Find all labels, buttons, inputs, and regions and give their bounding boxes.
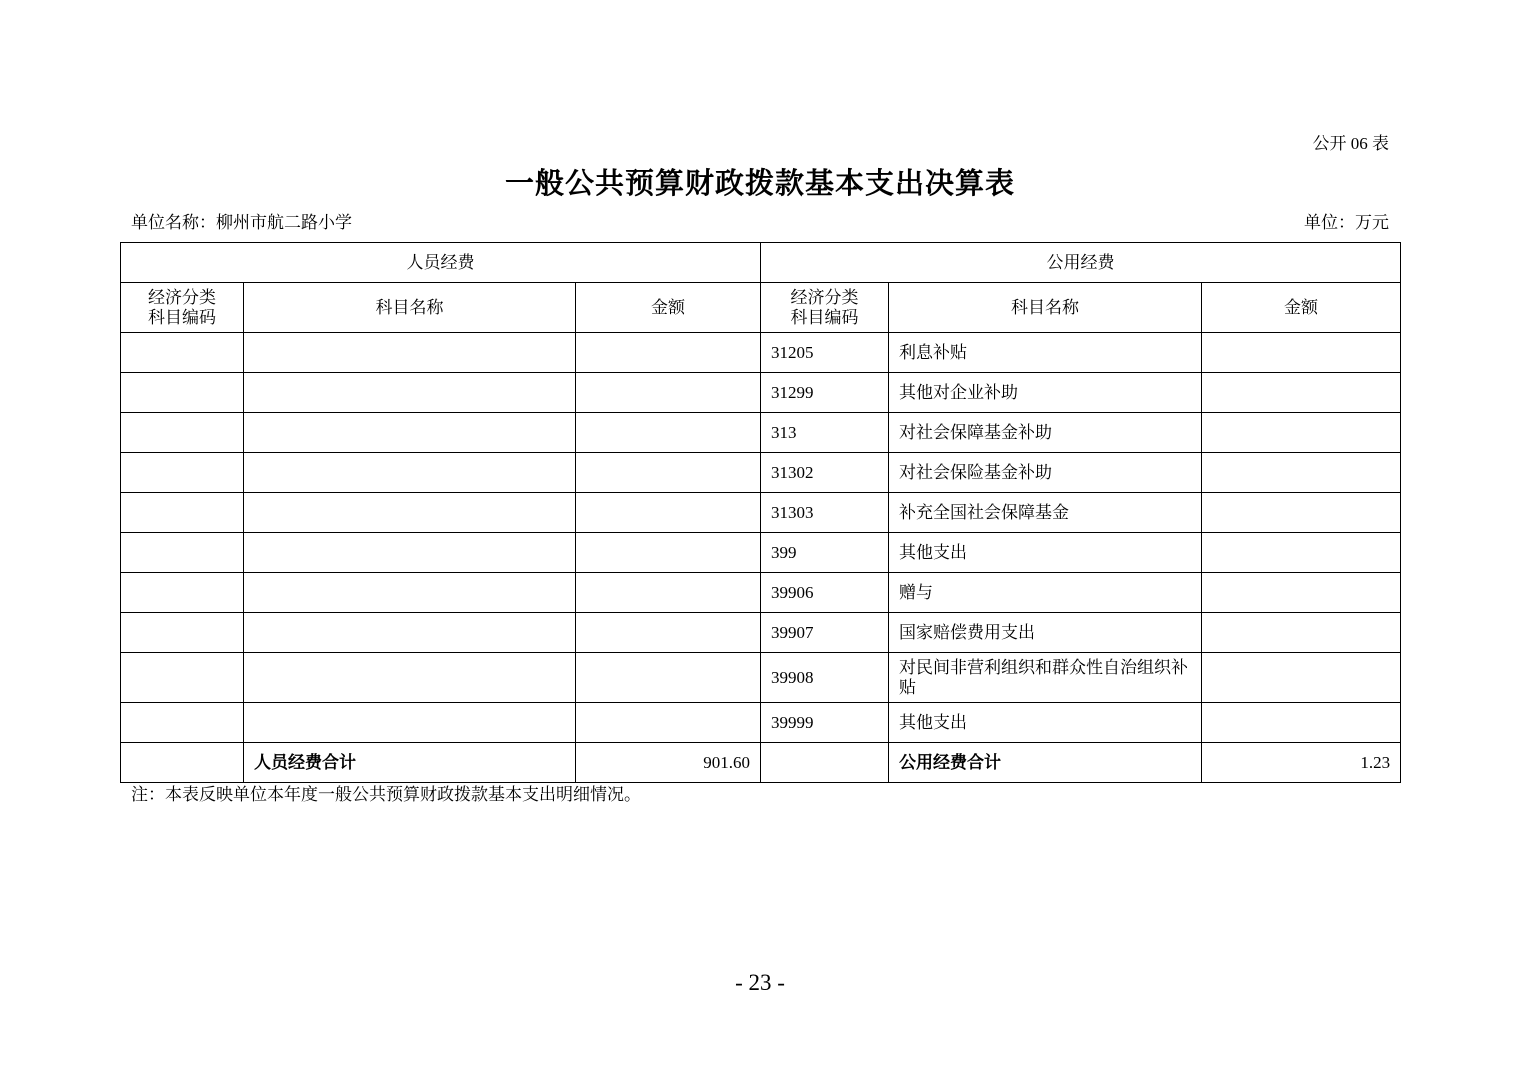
table-row — [121, 373, 1401, 413]
page-title: 一般公共预算财政拨款基本支出决算表 — [504, 168, 1015, 200]
table-cell — [576, 493, 761, 533]
total-public-label: 公用经费合计 — [889, 743, 1202, 783]
table-row — [121, 453, 1401, 493]
public-code-cell: 31302 — [761, 453, 889, 493]
public-code-cell: 39999 — [761, 703, 889, 743]
table-cell — [244, 653, 576, 703]
public-code-cell: 31205 — [761, 333, 889, 373]
table-row — [121, 413, 1401, 453]
table-row — [121, 613, 1401, 653]
public-code-cell: 39908 — [761, 653, 889, 703]
public-name-cell: 其他支出 — [889, 533, 1202, 573]
table-cell — [244, 493, 576, 533]
public-code-cell: 39907 — [761, 613, 889, 653]
table-cell — [121, 493, 244, 533]
public-name-cell: 赠与 — [889, 573, 1202, 613]
public-amount-cell — [1202, 533, 1401, 573]
public-name-cell: 对社会保险基金补助 — [889, 453, 1202, 493]
public-amount-cell — [1202, 373, 1401, 413]
table-cell — [761, 743, 889, 783]
table-cell — [121, 453, 244, 493]
footnote: 注：本表反映单位本年度一般公共预算财政拨款基本支出明细情况。 — [131, 785, 641, 804]
col-header-amount: 金额 — [576, 283, 761, 333]
table-cell — [121, 613, 244, 653]
public-code-cell: 31303 — [761, 493, 889, 533]
public-name-cell: 其他支出 — [889, 703, 1202, 743]
public-amount-cell — [1202, 573, 1401, 613]
group-header-personnel: 人员经费 — [121, 243, 761, 283]
col-header-name: 科目名称 — [244, 283, 576, 333]
col-header-code: 经济分类科目编码 — [121, 283, 244, 333]
currency-unit: 单位：万元 — [1304, 213, 1389, 232]
total-row — [121, 743, 1401, 783]
public-amount-cell — [1202, 653, 1401, 703]
public-code-cell: 399 — [761, 533, 889, 573]
public-name-cell: 国家赔偿费用支出 — [889, 613, 1202, 653]
table-row — [121, 653, 1401, 703]
table-cell — [244, 573, 576, 613]
table-cell — [121, 413, 244, 453]
table-cell — [244, 613, 576, 653]
col-header-name: 科目名称 — [889, 283, 1202, 333]
table-cell — [244, 333, 576, 373]
table-cell — [244, 533, 576, 573]
table-cell — [244, 703, 576, 743]
table-cell — [576, 373, 761, 413]
public-amount-cell — [1202, 413, 1401, 453]
table-cell — [576, 613, 761, 653]
table-row — [121, 333, 1401, 373]
table-cell — [576, 703, 761, 743]
total-personnel-value: 901.60 — [576, 743, 761, 783]
table-cell — [244, 453, 576, 493]
col-header-amount: 金额 — [1202, 283, 1401, 333]
public-code-cell: 31299 — [761, 373, 889, 413]
form-number: 公开 06 表 — [1312, 134, 1389, 153]
table-cell — [244, 373, 576, 413]
public-amount-cell — [1202, 613, 1401, 653]
column-header-row — [121, 283, 1401, 333]
public-name-cell: 利息补贴 — [889, 333, 1202, 373]
public-amount-cell — [1202, 333, 1401, 373]
public-name-cell: 对社会保障基金补助 — [889, 413, 1202, 453]
public-amount-cell — [1202, 493, 1401, 533]
col-header-code: 经济分类科目编码 — [761, 283, 889, 333]
table-cell — [121, 703, 244, 743]
public-amount-cell — [1202, 703, 1401, 743]
table-cell — [576, 573, 761, 613]
group-header-public: 公用经费 — [761, 243, 1401, 283]
group-header-row — [121, 243, 1401, 283]
table-cell — [121, 653, 244, 703]
table-row — [121, 573, 1401, 613]
total-personnel-label: 人员经费合计 — [244, 743, 576, 783]
table-cell — [576, 453, 761, 493]
public-amount-cell — [1202, 453, 1401, 493]
table-cell — [121, 573, 244, 613]
public-code-cell: 39906 — [761, 573, 889, 613]
table-row — [121, 493, 1401, 533]
table-row — [121, 703, 1401, 743]
table-cell — [576, 653, 761, 703]
budget-table — [120, 242, 1401, 783]
table-cell — [121, 333, 244, 373]
total-public-value: 1.23 — [1202, 743, 1401, 783]
table-cell — [576, 533, 761, 573]
table-row — [121, 533, 1401, 573]
table-body — [121, 333, 1401, 743]
table-cell — [121, 533, 244, 573]
public-code-cell: 313 — [761, 413, 889, 453]
table-cell — [121, 373, 244, 413]
public-name-cell: 对民间非营利组织和群众性自治组织补贴 — [889, 653, 1202, 703]
public-name-cell: 补充全国社会保障基金 — [889, 493, 1202, 533]
public-name-cell: 其他对企业补助 — [889, 373, 1202, 413]
table-cell — [121, 743, 244, 783]
table-cell — [576, 333, 761, 373]
table-cell — [244, 413, 576, 453]
unit-name: 单位名称：柳州市航二路小学 — [131, 213, 352, 232]
page-number: - 23 - — [735, 970, 785, 995]
table-cell — [576, 413, 761, 453]
